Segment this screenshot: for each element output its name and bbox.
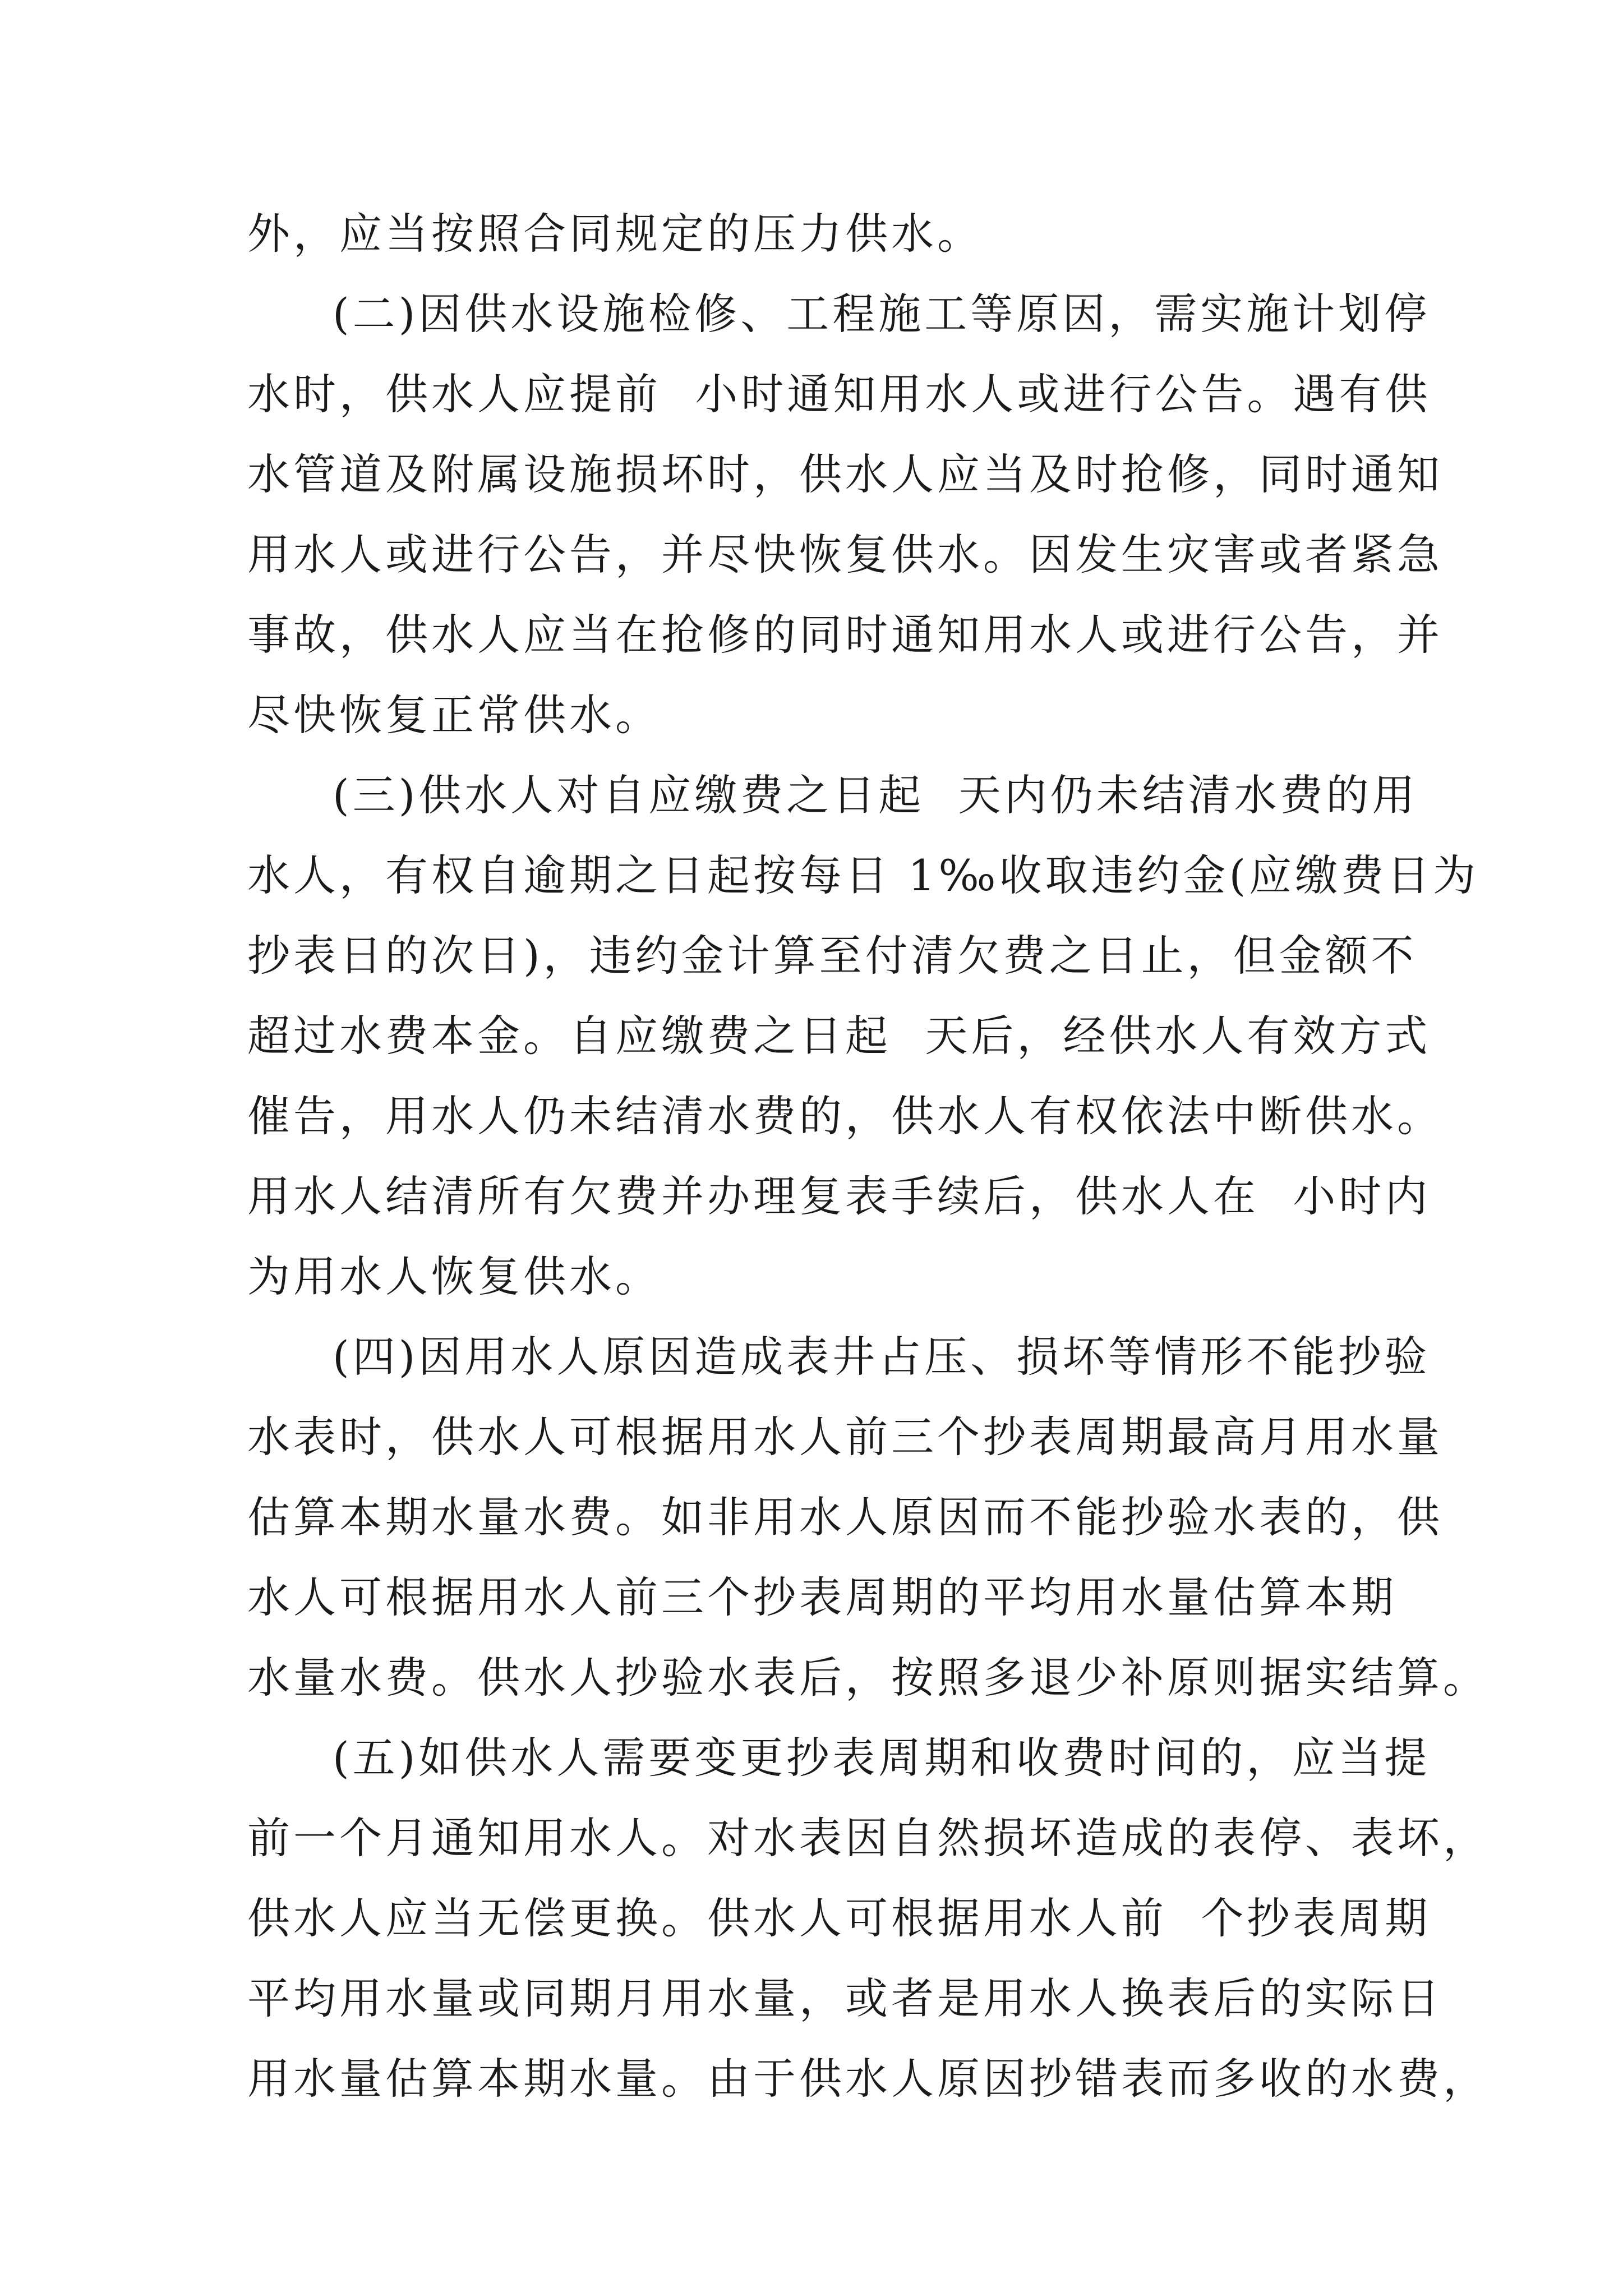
text-line: 水人可根据用水人前三个抄表周期的平均用水量估算本期	[247, 1572, 1397, 1622]
text-line: 平均用水量或同期月用水量，或者是用水人换表后的实际日	[247, 1973, 1443, 2023]
text-line: 催告，用水人仍未结清水费的，供水人有权依法中断供水。	[247, 1091, 1443, 1141]
text-line: 水管道及附属设施损坏时，供水人应当及时抢修，同时通知	[247, 449, 1443, 499]
text-line: 事故，供水人应当在抢修的同时通知用水人或进行公告，并	[247, 610, 1443, 660]
text-line: 用水量估算本期水量。由于供水人原因抄错表而多收的水费，	[247, 2054, 1489, 2104]
text-line: 水人，有权自逾期之日起按每日 1‰收取违约金(应缴费日为	[247, 850, 1479, 900]
text-line: 估算本期水量水费。如非用水人原因而不能抄验水表的，供	[247, 1492, 1443, 1542]
paragraph-4-heading-line: (四)因用水人原因造成表井占压、损坏等情形不能抄验	[333, 1332, 1431, 1382]
document-body	[247, 194, 1489, 2119]
text-line: 用水人结清所有欠费并办理复表手续后，供水人在 小时内	[247, 1171, 1431, 1221]
text-line: 抄表日的次日)，违约金计算至付清欠费之日止，但金额不	[247, 931, 1417, 981]
text-line: 外，应当按照合同规定的压力供水。	[247, 209, 983, 259]
text-line: 前一个月通知用水人。对水表因自然损坏造成的表停、表坏，	[247, 1813, 1489, 1863]
paragraph-5-heading-line: (五)如供水人需要变更抄表周期和收费时间的，应当提	[333, 1733, 1431, 1783]
text-line: 水量水费。供水人抄验水表后，按照多退少补原则据实结算。	[247, 1653, 1489, 1703]
text-line: 水表时，供水人可根据用水人前三个抄表周期最高月用水量	[247, 1412, 1443, 1462]
text-line: 用水人或进行公告，并尽快恢复供水。因发生灾害或者紧急	[247, 530, 1443, 579]
text-line: 供水人应当无偿更换。供水人可根据用水人前 个抄表周期	[247, 1893, 1431, 1943]
text-line: 水时，供水人应提前 小时通知用水人或进行公告。遇有供	[247, 369, 1431, 419]
paragraph-3-heading-line: (三)供水人对自应缴费之日起 天内仍未结清水费的用	[333, 770, 1418, 820]
text-line: 为用水人恢复供水。	[247, 1251, 661, 1301]
text-line: 尽快恢复正常供水。	[247, 690, 661, 740]
paragraph-2-heading-line: (二)因供水设施检修、工程施工等原因，需实施计划停	[333, 289, 1431, 339]
text-line: 超过水费本金。自应缴费之日起 天后，经供水人有效方式	[247, 1011, 1431, 1061]
